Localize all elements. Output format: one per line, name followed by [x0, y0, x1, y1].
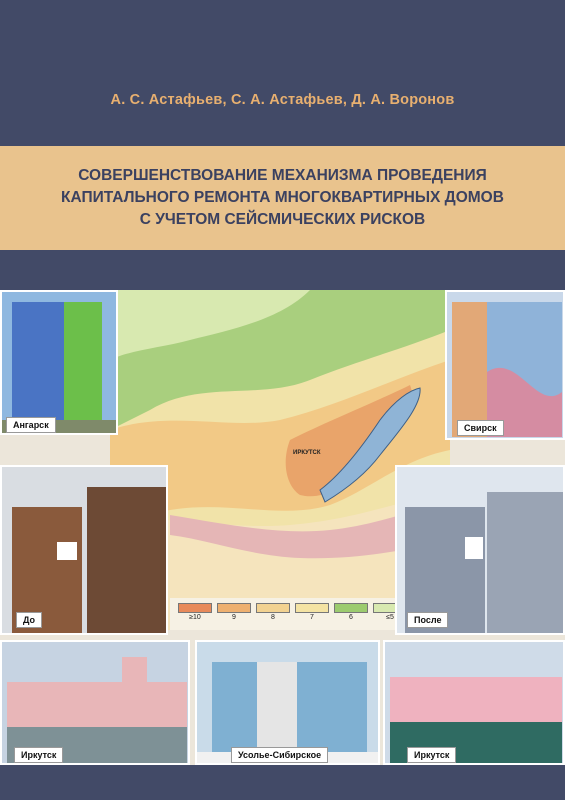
label-svirsk: Свирск	[457, 420, 504, 436]
legend-label: 6	[349, 614, 353, 621]
map-legend	[178, 603, 407, 621]
legend-label: 7	[310, 614, 314, 621]
legend-item	[178, 603, 212, 621]
building-image	[447, 292, 565, 440]
photo-before	[0, 465, 168, 635]
legend-label: ≤5	[386, 614, 394, 621]
photo-irkutsk-left	[0, 640, 190, 765]
legend-item	[334, 603, 368, 621]
legend-item	[295, 603, 329, 621]
building-image	[397, 467, 565, 635]
photo-svirsk	[445, 290, 565, 440]
cover-collage	[0, 290, 565, 765]
legend-label: 8	[271, 614, 275, 621]
city-irkutsk-label: ИРКУТСК	[293, 450, 321, 456]
label-irkutsk-right: Иркутск	[407, 747, 456, 763]
label-irkutsk-left: Иркутск	[14, 747, 63, 763]
title-line-1: СОВЕРШЕНСТВОВАНИЕ МЕХАНИЗМА ПРОВЕДЕНИЯ	[78, 167, 487, 184]
title-line-3: С УЧЕТОМ СЕЙСМИЧЕСКИХ РИСКОВ	[139, 211, 426, 228]
building-image	[2, 467, 168, 635]
legend-label: ≥10	[189, 614, 201, 621]
photo-irkutsk-right	[383, 640, 565, 765]
label-usolye: Усолье-Сибирское	[231, 747, 328, 763]
photo-usolye	[195, 640, 380, 765]
legend-swatch	[256, 603, 290, 613]
title-line-2: КАПИТАЛЬНОГО РЕМОНТА МНОГОКВАРТИРНЫХ ДОМОВ	[61, 189, 504, 206]
label-angarsk: Ангарск	[6, 417, 56, 433]
title-band	[0, 146, 565, 250]
building-image	[2, 292, 118, 435]
label-after: После	[407, 612, 448, 628]
legend-swatch	[334, 603, 368, 613]
legend-swatch	[217, 603, 251, 613]
legend-swatch	[295, 603, 329, 613]
legend-label: 9	[232, 614, 236, 621]
legend-item	[256, 603, 290, 621]
legend-item	[217, 603, 251, 621]
photo-after	[395, 465, 565, 635]
photo-angarsk	[0, 290, 118, 435]
label-before: До	[16, 612, 42, 628]
authors: А. С. Астафьев, С. А. Астафьев, Д. А. Воронов	[110, 92, 455, 108]
legend-swatch	[178, 603, 212, 613]
